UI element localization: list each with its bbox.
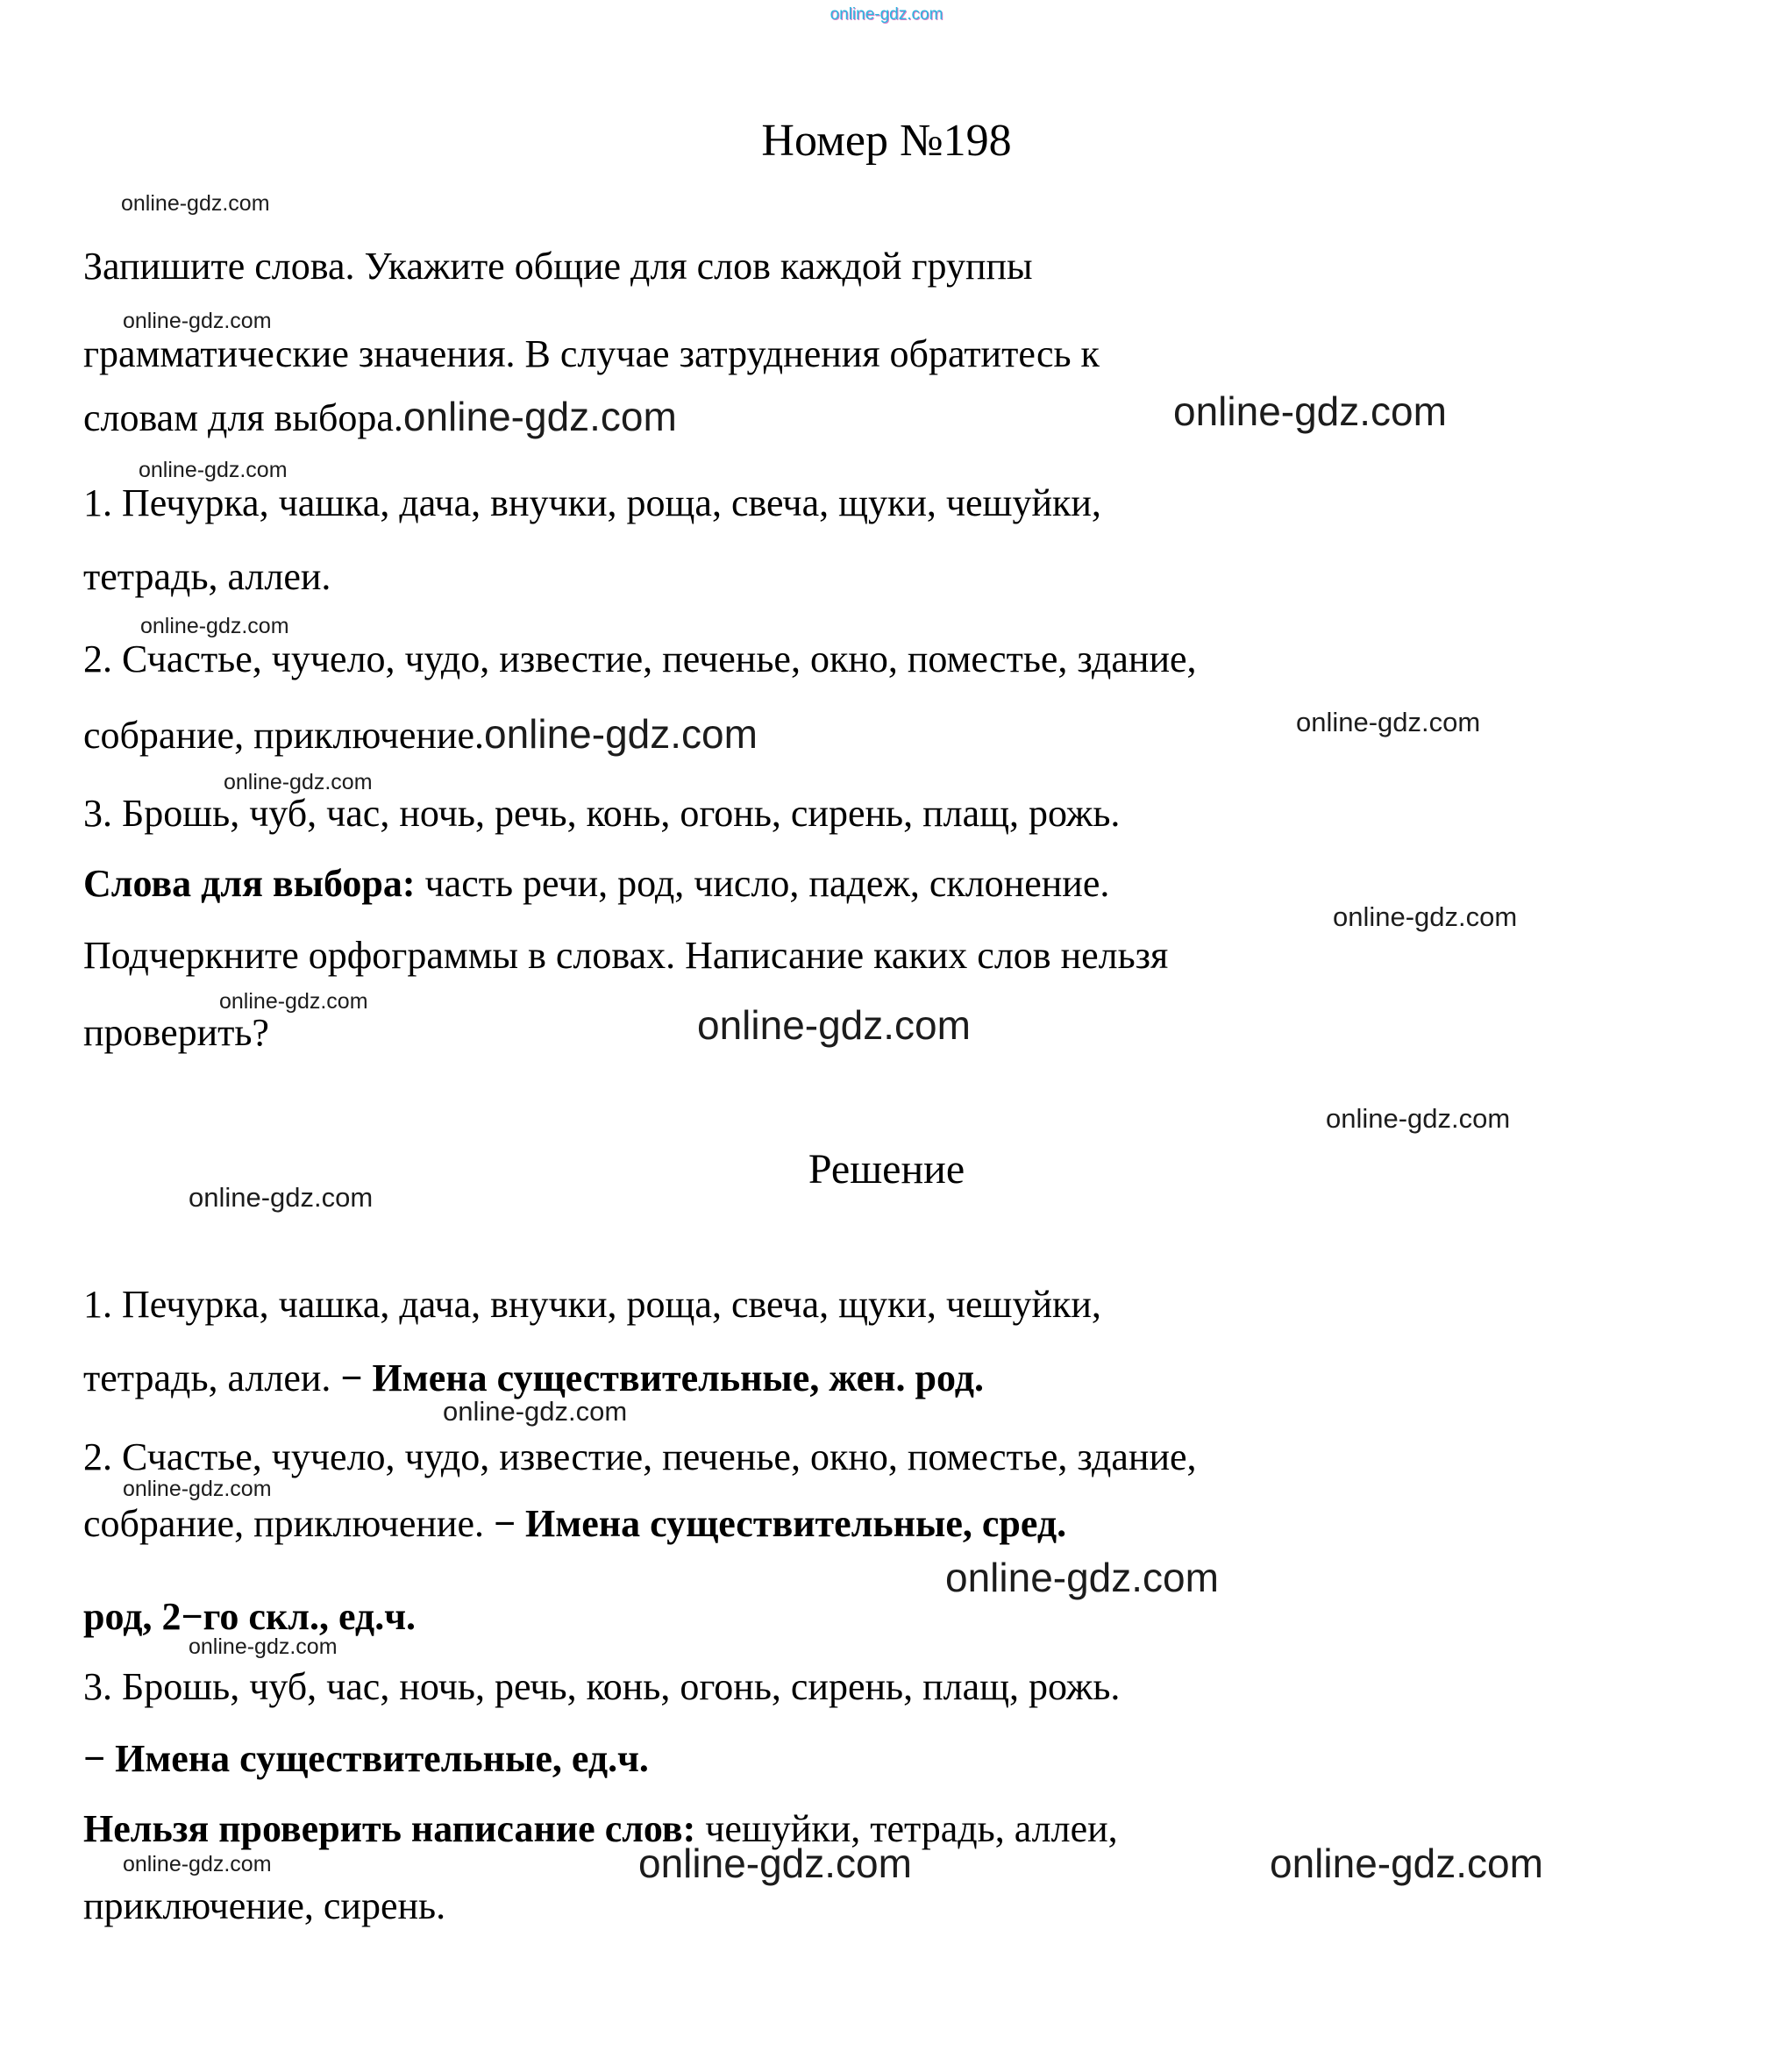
task-group3: 3. Брошь, чуб, час, ночь, речь, конь, огонь, сирень, плащ, рожь. [83,792,1121,835]
words-for-choice-line [83,861,1109,908]
watermark: online-gdz.com [697,1002,971,1048]
watermark: online-gdz.com [139,458,288,482]
task-group2-line2 [83,710,758,759]
task-intro-line1: Запишите слова. Укажите общие для слов каждой группы [83,245,1033,288]
watermark: online-gdz.com [1173,388,1447,434]
solution-group1-line1: 1. Печурка, чашка, дача, внучки, роща, свеча, щуки, чешуйки, [83,1283,1101,1326]
watermark: online-gdz.com [123,309,272,333]
task-group2-line1: 2. Счастье, чучело, чудо, известие, печенье, окно, поместье, здание, [83,637,1197,680]
watermark: online-gdz.com [1333,901,1518,932]
underline-prompt-line2: проверить? [83,1011,269,1054]
uncheckable-words: чешуйки, тетрадь, аллеи, [695,1807,1118,1850]
watermark: online-gdz.com [402,394,677,439]
task-intro-line3 [83,393,677,442]
solution-heading: Решение [808,1146,965,1193]
words-for-choice-list: часть речи, род, число, падеж, склонение. [415,862,1110,905]
watermark: online-gdz.com [189,1182,374,1213]
uncheckable-label: Нельзя проверить написание слов: [83,1807,696,1850]
watermark: online-gdz.com [140,614,289,638]
solution-group2-line2 [83,1501,1066,1548]
uncheckable-line1 [83,1806,1118,1853]
watermark: online-gdz.com [189,1634,338,1659]
words-for-choice-label: Слова для выбора: [83,862,416,905]
watermark-top: online-gdz.com [830,5,943,24]
task-intro-line3-text: словам для выбора. [83,396,403,439]
solution-group3: 3. Брошь, чуб, час, ночь, речь, конь, огонь, сирень, плащ, рожь. [83,1665,1121,1708]
task-group1-line1: 1. Печурка, чашка, дача, внучки, роща, свеча, щуки, чешуйки, [83,481,1101,524]
task-intro-line2: грамматические значения. В случае затруднения обратитесь к [83,332,1100,375]
watermark: online-gdz.com [219,989,368,1014]
solution-group2-answer-part1: − Имена существительные, сред. [493,1502,1067,1545]
solution-group3-answer: − Имена существительные, ед.ч. [83,1737,649,1780]
watermark: online-gdz.com [1296,707,1481,737]
uncheckable-line2: приключение, сирень. [83,1884,446,1927]
task-group1-line2: тетрадь, аллеи. [83,555,331,598]
watermark: online-gdz.com [123,1477,272,1501]
underline-prompt-line1: Подчеркните орфограммы в словах. Написание каких слов нельзя [83,934,1169,977]
watermark: online-gdz.com [945,1555,1219,1600]
watermark: online-gdz.com [638,1841,912,1886]
watermark: online-gdz.com [1270,1841,1543,1886]
solution-group1-line2-text: тетрадь, аллеи. [83,1356,341,1399]
watermark: online-gdz.com [224,770,373,794]
watermark: online-gdz.com [1326,1103,1511,1134]
solution-group2-answer-part2: род, 2−го скл., ед.ч. [83,1595,417,1638]
task-group2-line2-text: собрание, приключение. [83,714,484,757]
watermark: online-gdz.com [121,191,270,216]
solution-group1-line2 [83,1356,984,1402]
solution-group2-line1: 2. Счастье, чучело, чудо, известие, печенье, окно, поместье, здание, [83,1435,1197,1478]
solution-group1-answer: − Имена существительные, жен. род. [340,1356,984,1399]
solution-group2-line2-text: собрание, приключение. [83,1502,494,1545]
watermark: online-gdz.com [443,1396,628,1427]
watermark: online-gdz.com [123,1852,272,1876]
watermark: online-gdz.com [483,711,758,757]
page-title: Номер №198 [761,116,1012,166]
